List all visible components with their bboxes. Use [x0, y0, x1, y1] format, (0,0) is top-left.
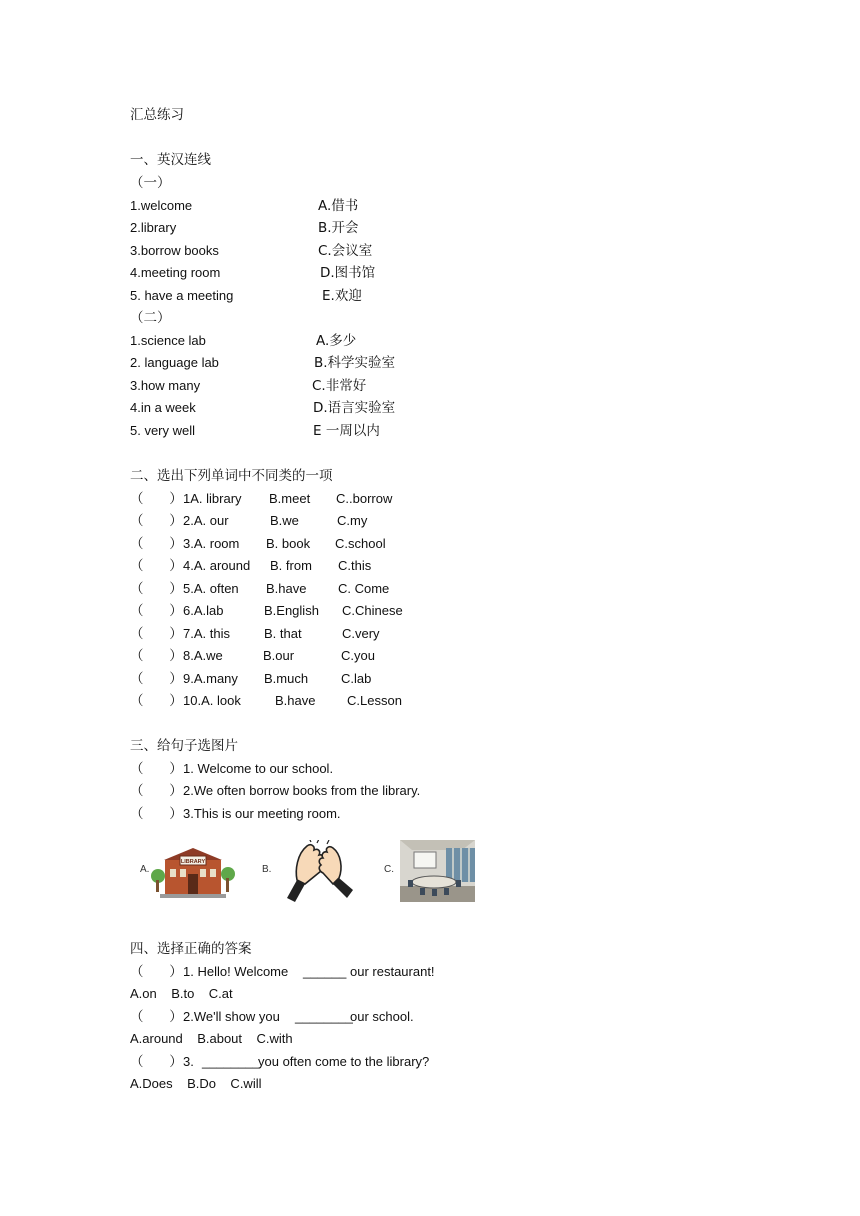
option-a: 2.A. our [183, 513, 229, 528]
option-c: C..borrow [336, 491, 393, 506]
option-a: 6.A.lab [183, 603, 224, 618]
match-zh-1-5: E.欢迎 [322, 288, 362, 304]
section3-heading: 三、给句子选图片 [130, 738, 238, 754]
match-en-2-5: 5. very well [130, 423, 196, 438]
option-b: B.have [266, 581, 307, 596]
option-b: B. book [266, 536, 311, 551]
match-en-2-2: 2. language lab [130, 355, 219, 370]
option-b: B.meet [269, 491, 311, 506]
sentence-1: 1. Welcome to our school. [183, 761, 334, 776]
answer-options: A.on B.to C.at [130, 986, 233, 1001]
option-c: C.Lesson [347, 693, 402, 708]
match-zh-1-1: A.借书 [318, 198, 359, 214]
answer-bracket[interactable]: （ ） [130, 491, 183, 507]
answer-bracket[interactable]: （ ） [130, 581, 183, 597]
picture-c-label: C. [384, 864, 394, 875]
blank[interactable]: ________ [295, 1009, 353, 1024]
answer-bracket[interactable]: （ ） [130, 964, 183, 980]
question-rest: our restaurant! [350, 964, 435, 979]
blank[interactable]: ________ [202, 1054, 260, 1069]
option-a: 9.A.many [183, 671, 238, 686]
match-en-1-3: 3.borrow books [130, 243, 219, 258]
answer-bracket[interactable]: （ ） [130, 536, 183, 552]
sentence-3: 3.This is our meeting room. [183, 806, 341, 821]
answer-bracket[interactable]: （ ） [130, 648, 183, 664]
answer-options: A.Does B.Do C.will [130, 1076, 262, 1091]
library-building-icon [150, 842, 236, 900]
answer-bracket[interactable]: （ ） [130, 761, 183, 777]
option-a: 5.A. often [183, 581, 239, 596]
option-c: C.this [338, 558, 372, 573]
match-zh-1-3: C.会议室 [318, 243, 373, 259]
match-en-1-1: 1.welcome [130, 198, 193, 213]
question-rest: our school. [350, 1009, 414, 1024]
option-c: C.you [341, 648, 375, 663]
picture-a-label: A. [140, 864, 150, 875]
option-c: C. Come [338, 581, 390, 596]
section1-part2-label: （二） [130, 310, 171, 326]
match-zh-1-4: D.图书馆 [320, 265, 376, 281]
option-b: B. from [270, 558, 312, 573]
answer-bracket[interactable]: （ ） [130, 626, 183, 642]
answer-bracket[interactable]: （ ） [130, 671, 183, 687]
question-text: 1. Hello! Welcome [183, 964, 289, 979]
match-en-1-5: 5. have a meeting [130, 288, 234, 303]
match-zh-2-1: A.多少 [316, 333, 357, 349]
option-b: B.our [263, 648, 295, 663]
match-zh-2-4: D.语言实验室 [313, 400, 396, 416]
option-b: B.we [270, 513, 299, 528]
meeting-room-icon [400, 840, 475, 902]
match-zh-1-2: B.开会 [318, 220, 359, 236]
answer-bracket[interactable]: （ ） [130, 806, 183, 822]
option-a: 10.A. look [183, 693, 241, 708]
option-a: 8.A.we [183, 648, 223, 663]
blank[interactable]: ______ [303, 964, 347, 979]
match-zh-2-2: B.科学实验室 [314, 355, 396, 371]
answer-options: A.around B.about C.with [130, 1031, 293, 1046]
library-sign-text: LIBRARY [180, 859, 206, 865]
match-en-2-1: 1.science lab [130, 333, 206, 348]
option-c: C.lab [341, 671, 372, 686]
option-c: C.very [342, 626, 380, 641]
sentence-2: 2.We often borrow books from the library. [183, 783, 421, 798]
option-b: B. that [264, 626, 302, 641]
option-a: 1A. library [183, 491, 242, 506]
option-c: C.Chinese [342, 603, 403, 618]
match-en-1-4: 4.meeting room [130, 265, 221, 280]
match-en-1-2: 2.library [130, 220, 177, 235]
option-a: 7.A. this [183, 626, 230, 641]
option-c: C.school [335, 536, 386, 551]
option-c: C.my [337, 513, 368, 528]
option-b: B.English [264, 603, 319, 618]
answer-bracket[interactable]: （ ） [130, 693, 183, 709]
match-en-2-3: 3.how many [130, 378, 201, 393]
question-rest: you often come to the library? [258, 1054, 430, 1069]
match-en-2-4: 4.in a week [130, 400, 196, 415]
option-a: 4.A. around [183, 558, 251, 573]
answer-bracket[interactable]: （ ） [130, 603, 183, 619]
option-b: B.have [275, 693, 316, 708]
picture-b-label: B. [262, 864, 272, 875]
question-text: 2.We'll show you [183, 1009, 280, 1024]
clapping-hands-icon [281, 840, 355, 902]
match-zh-2-3: C.非常好 [312, 378, 367, 394]
option-b: B.much [264, 671, 309, 686]
page-title: 汇总练习 [130, 107, 184, 123]
question-text: 3. [183, 1054, 194, 1069]
option-a: 3.A. room [183, 536, 240, 551]
answer-bracket[interactable]: （ ） [130, 558, 183, 574]
section1-part1-label: （一） [130, 175, 171, 191]
answer-bracket[interactable]: （ ） [130, 783, 183, 799]
section1-heading: 一、英汉连线 [130, 152, 211, 168]
section4-heading: 四、选择正确的答案 [130, 941, 252, 957]
answer-bracket[interactable]: （ ） [130, 1054, 183, 1070]
section2-heading: 二、选出下列单词中不同类的一项 [130, 468, 333, 484]
answer-bracket[interactable]: （ ） [130, 1009, 183, 1025]
match-zh-2-5: E 一周以内 [313, 423, 380, 439]
answer-bracket[interactable]: （ ） [130, 513, 183, 529]
